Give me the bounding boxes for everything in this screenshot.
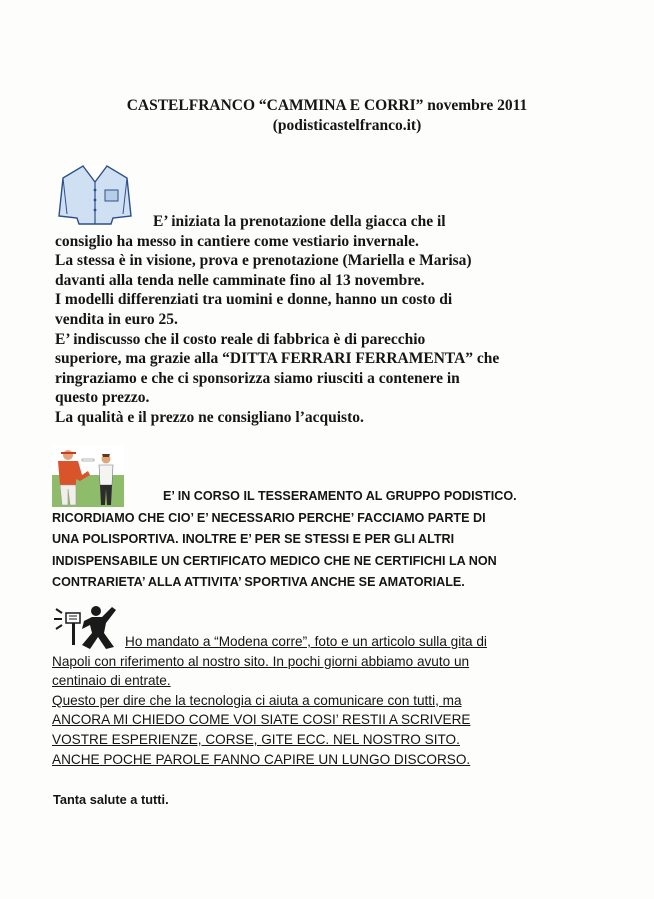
document-subtitle: (podisticastelfranco.it) [272,117,422,134]
jacket-line-6: vendita in euro 25. [55,310,178,328]
website-line-2: Napoli con riferimento al nostro sito. In pochi giorni abbiamo avuto un [52,653,470,669]
jacket-line-5: I modelli differenziati tra uomini e donne, hanno un costo di [55,291,453,309]
jacket-line-11: La qualità e il prezzo ne consigliano l’acquisto. [55,408,364,426]
website-line-5: ANCORA MI CHIEDO COME VOI SIATE COSI’ RESTII A SCRIVERE [52,712,471,728]
closing-greeting: Tanta salute a tutti. [53,792,169,807]
website-paragraph [52,632,642,769]
website-line-6: VOSTRE ESPERIENZE, CORSE, GITE ECC. NEL NOSTRO SITO. [52,731,460,747]
website-line-4: Questo per dire che la tecnologia ci aiuta a comunicare con tutti, ma [52,692,462,708]
jacket-line-3: La stessa è in visione, prova e prenotazione (Mariella e Marisa) [55,252,472,270]
jacket-line-4: davanti alla tenda nelle camminate fino al 13 novembre. [55,271,425,289]
website-line-3: centinaio di entrate. [52,673,171,689]
jacket-line-2: consiglio ha messo in cantiere come vestiario invernale. [55,232,419,250]
jacket-line-8: superiore, ma grazie alla “DITTA FERRARI FERRAMENTA” che [55,350,500,368]
membership-line-1: E’ IN CORSO IL TESSERAMENTO AL GRUPPO PODISTICO. [163,489,517,503]
membership-line-2: RICORDIAMO CHE CIO’ E’ NECESSARIO PERCHE’ FACCIAMO PARTE DI [52,510,486,525]
document-title: CASTELFRANCO “CAMMINA E CORRI” novembre 2011 [126,97,528,114]
jacket-line-9: ringraziamo e che ci sponsorizza siamo riusciti a contenere in [55,369,460,387]
membership-line-3: UNA POLISPORTIVA. INOLTRE E’ PER SE STESSI E PER GLI ALTRI [52,532,455,547]
website-line-1: Ho mandato a “Modena corre”, foto e un articolo sulla gita di [125,634,487,649]
jacket-line-10: questo prezzo. [55,389,150,407]
membership-line-4: INDISPENSABILE UN CERTIFICATO MEDICO CHE NE CERTIFICHI LA NON [52,553,497,568]
membership-line-5: CONTRARIETA’ ALLA ATTIVITA’ SPORTIVA ANCHE SE AMATORIALE. [52,575,465,590]
website-line-7: ANCHE POCHE PAROLE FANNO CAPIRE UN LUNGO DISCORSO. [52,751,471,767]
jacket-line-1: E’ iniziata la prenotazione della giacca che il [153,213,446,230]
jacket-line-7: E’ indiscusso che il costo reale di fabbrica è di parecchio [55,330,426,348]
jacket-paragraph [55,212,635,428]
membership-paragraph [52,486,632,594]
